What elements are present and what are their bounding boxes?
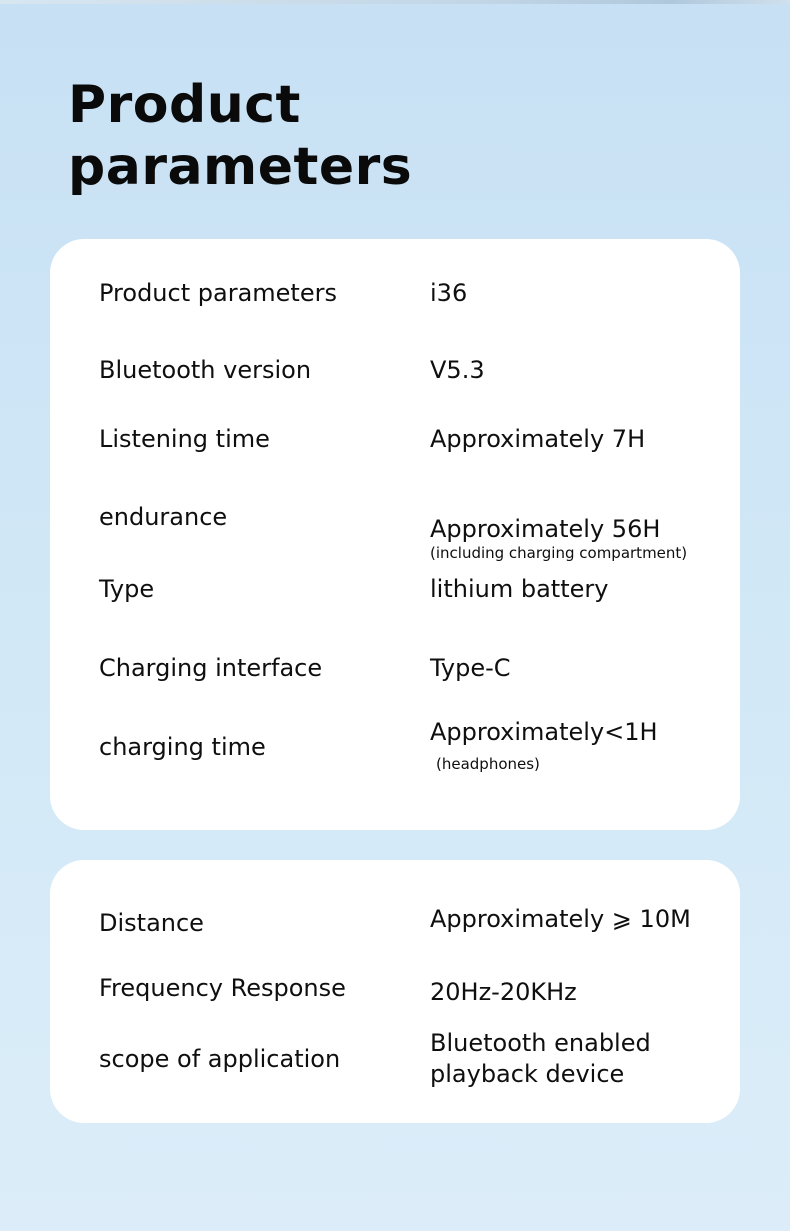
param-value-note: (headphones) [436, 755, 540, 773]
param-label: charging time [99, 733, 266, 761]
param-row-charging-interface [50, 648, 740, 688]
param-label: Listening time [99, 425, 270, 453]
param-value-line-2: playback device [430, 1060, 625, 1088]
param-value [430, 514, 687, 562]
param-value [430, 1028, 651, 1090]
param-row-frequency-response [50, 968, 740, 1008]
param-row-bluetooth-version [50, 350, 740, 390]
page-title-line-2: parameters [68, 137, 413, 197]
param-value: Type-C [430, 654, 511, 682]
param-label: scope of application [99, 1045, 341, 1073]
param-row-listening-time [50, 419, 740, 459]
param-value-line-1: Bluetooth enabled [430, 1029, 651, 1057]
param-value: V5.3 [430, 356, 485, 384]
param-value-main: Approximately 56H [430, 515, 661, 543]
page-title-line-1: Product [68, 75, 301, 135]
param-row-type [50, 569, 740, 609]
param-value: lithium battery [430, 575, 609, 603]
param-row-product [50, 273, 740, 313]
param-label: Frequency Response [99, 974, 346, 1002]
param-label: Type [99, 575, 155, 603]
param-value: Approximately ⩾ 10M [430, 905, 691, 933]
param-label: endurance [99, 503, 228, 531]
top-decorative-band [0, 0, 790, 4]
param-value-main: Approximately<1H [430, 718, 658, 746]
param-value-note: (including charging compartment) [430, 544, 688, 562]
param-label: Distance [99, 909, 204, 937]
param-label: Charging interface [99, 654, 323, 682]
param-value: i36 [430, 279, 468, 307]
param-label: Bluetooth version [99, 356, 312, 384]
parameters-card-secondary [50, 860, 740, 1123]
page-title [68, 74, 412, 198]
param-value: 20Hz-20KHz [430, 978, 577, 1006]
param-row-distance [50, 899, 740, 939]
param-row-scope-of-application [50, 1028, 740, 1090]
param-value [430, 717, 658, 773]
param-row-charging-time [50, 718, 740, 773]
param-label: Product parameters [99, 279, 337, 307]
param-value: Approximately 7H [430, 425, 646, 453]
param-row-endurance [50, 497, 740, 562]
parameters-card-primary [50, 239, 740, 830]
